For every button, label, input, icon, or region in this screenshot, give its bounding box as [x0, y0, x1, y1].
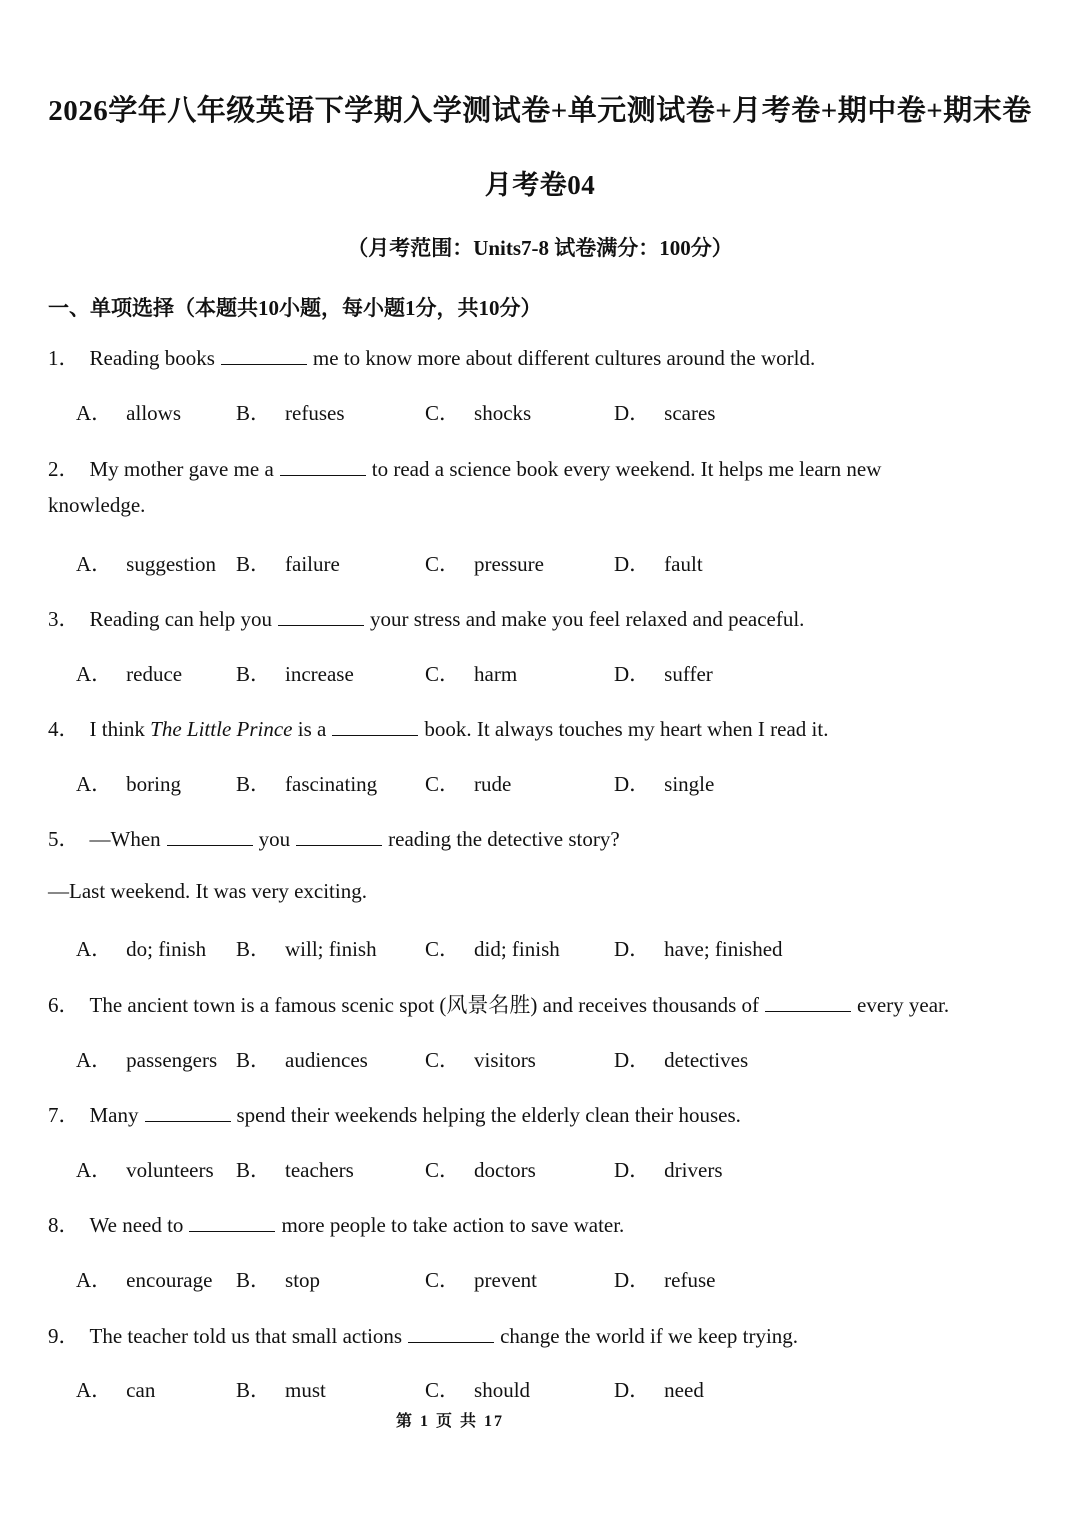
option-a: A． reduce [76, 662, 183, 686]
question-2-continuation: knowledge. [48, 493, 146, 517]
question-1: 1． Reading books me to know more about different cultures around the world. [48, 346, 816, 370]
question-5: 5． —When you reading the detective story? [48, 827, 620, 851]
option-b: B． refuses [236, 401, 345, 425]
answer-blank [189, 1213, 275, 1232]
option-c: C． visitors [425, 1048, 536, 1072]
exam-subtitle: 月考卷04 [484, 170, 596, 200]
question-5-continuation: —Last weekend. It was very exciting. [48, 879, 367, 903]
option-a: A． can [76, 1378, 156, 1402]
answer-blank [280, 457, 366, 476]
option-a: A． volunteers [76, 1158, 214, 1182]
question-7: 7． Many spend their weekends helping the elderly clean their houses. [48, 1103, 741, 1127]
option-c: C． rude [425, 772, 512, 796]
page-number: 第 1 页 共 17 [395, 1413, 504, 1430]
option-d: D． drivers [614, 1158, 723, 1182]
option-b: B． increase [236, 662, 354, 686]
option-a: A． boring [76, 772, 181, 796]
option-a: A． encourage [76, 1268, 213, 1292]
answer-blank [296, 827, 382, 846]
exam-range: （月考范围：Units7-8 试卷满分：100分） [347, 236, 733, 260]
answer-blank [167, 827, 253, 846]
option-c: C． should [425, 1378, 531, 1402]
answer-blank [765, 993, 851, 1012]
option-d: D． suffer [614, 662, 713, 686]
option-c: C． pressure [425, 552, 544, 576]
answer-blank [332, 717, 418, 736]
option-d: D． refuse [614, 1268, 716, 1292]
option-b: B． stop [236, 1268, 321, 1292]
option-b: B． must [236, 1378, 326, 1402]
option-d: D． have; finished [614, 937, 783, 961]
question-8: 8． We need to more people to take action to save water. [48, 1213, 625, 1237]
book-title: The Little Prince [150, 717, 293, 741]
option-c: C． did; finish [425, 937, 560, 961]
option-d: D． single [614, 772, 715, 796]
option-a: A． do; finish [76, 937, 207, 961]
option-a: A． passengers [76, 1048, 218, 1072]
option-b: B． teachers [236, 1158, 354, 1182]
option-a: A． suggestion [76, 552, 217, 576]
option-c: C． harm [425, 662, 518, 686]
answer-blank [145, 1103, 231, 1122]
option-c: C． doctors [425, 1158, 536, 1182]
exam-title: 2026学年八年级英语下学期入学测试卷+单元测试卷+月考卷+期中卷+期末卷 [48, 95, 1032, 127]
option-c: C． prevent [425, 1268, 537, 1292]
option-d: D． scares [614, 401, 716, 425]
section-title: 一、单项选择（本题共10小题，每小题1分，共10分） [48, 296, 542, 320]
question-6: 6． The ancient town is a famous scenic spot (风景名胜) and receives thousands of every year. [48, 993, 950, 1017]
answer-blank [221, 346, 307, 365]
answer-blank [408, 1324, 494, 1343]
answer-blank [278, 607, 364, 626]
option-b: B． will; finish [236, 937, 377, 961]
option-b: B． fascinating [236, 772, 378, 796]
option-d: D． detectives [614, 1048, 749, 1072]
option-d: D． fault [614, 552, 703, 576]
question-3: 3． Reading can help you your stress and make you feel relaxed and peaceful. [48, 607, 805, 631]
question-2: 2． My mother gave me a to read a science book every weekend. It helps me learn new [48, 457, 882, 481]
option-b: B． audiences [236, 1048, 368, 1072]
option-d: D． need [614, 1378, 704, 1402]
option-c: C． shocks [425, 401, 532, 425]
option-b: B． failure [236, 552, 340, 576]
question-4: 4． I think The Little Prince is a book. It always touches my heart when I read it. [48, 717, 829, 741]
option-a: A． allows [76, 401, 181, 425]
question-9: 9． The teacher told us that small actions change the world if we keep trying. [48, 1324, 799, 1348]
